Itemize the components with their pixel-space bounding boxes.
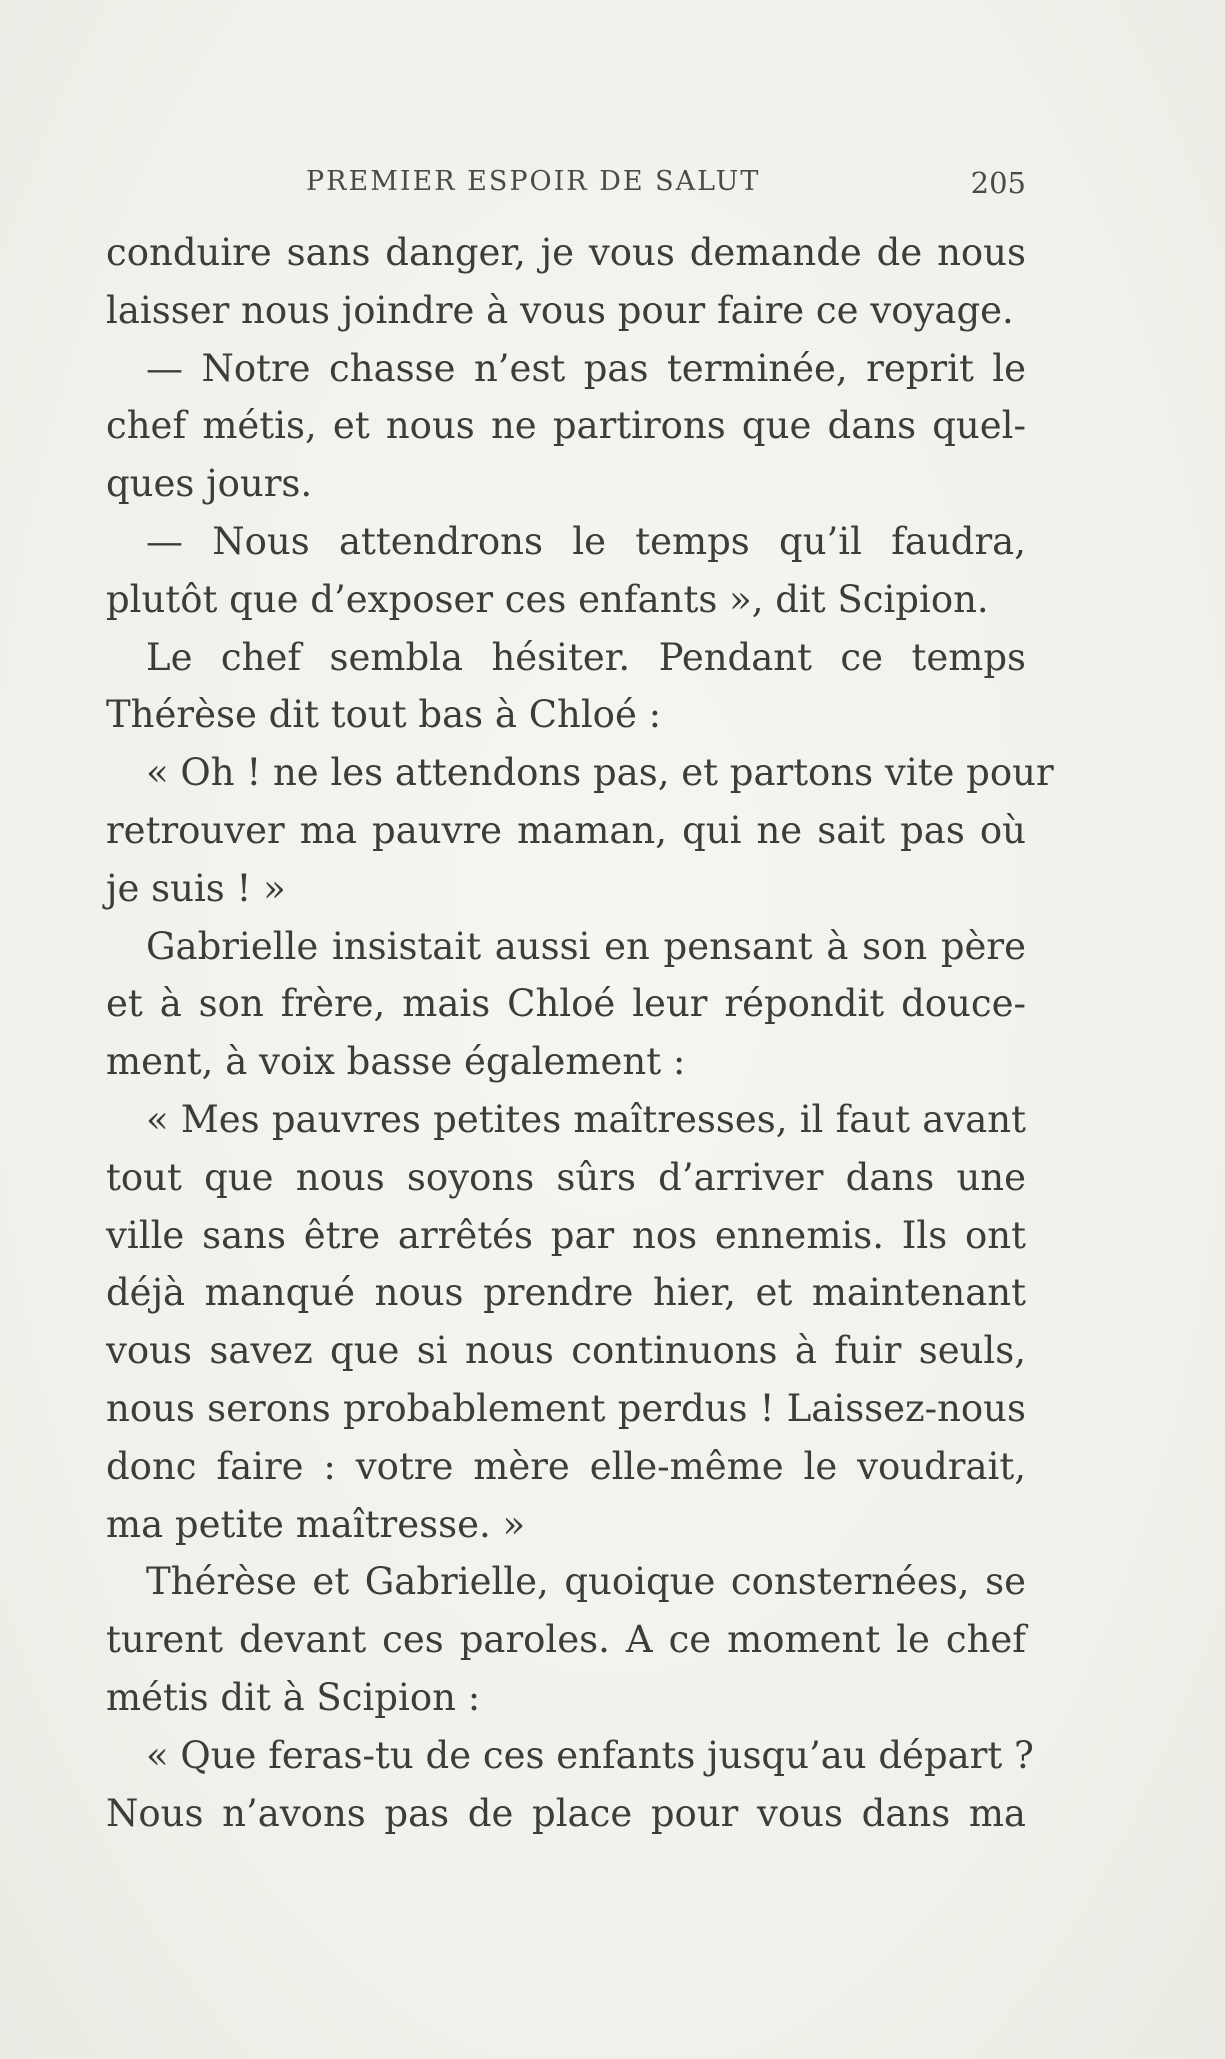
page-number: 205 [970, 166, 1026, 200]
text-line: déjà manqué nous prendre hier, et maintenant [106, 1271, 1026, 1315]
running-title: PREMIER ESPOIR DE SALUT [306, 166, 761, 197]
text-line: donc faire : votre mère elle-même le voudrait, [106, 1444, 1026, 1488]
text-line: métis dit à Scipion : [106, 1675, 481, 1719]
text-line: « Oh ! ne les attendons pas, et partons vite pour [146, 751, 1054, 795]
text-line: vous savez que si nous continuons à fuir seuls, [106, 1329, 1026, 1373]
text-line: « Que feras-tu de ces enfants jusqu’au départ ? [146, 1733, 1034, 1777]
text-line: ques jours. [106, 462, 313, 506]
text-line: « Mes pauvres petites maîtresses, il faut avant [146, 1097, 1026, 1141]
text-line: chef métis, et nous ne partirons que dans quel- [106, 404, 1026, 448]
text-line: — Notre chasse n’est pas terminée, reprit le [146, 346, 1026, 390]
text-line: Thérèse dit tout bas à Chloé : [106, 693, 662, 737]
text-line: Nous n’avons pas de place pour vous dans ma [106, 1791, 1026, 1835]
text-line: et à son frère, mais Chloé leur répondit douce- [106, 982, 1026, 1026]
text-line: nous serons probablement perdus ! Laissez-nous [106, 1386, 1026, 1430]
text-line: Le chef sembla hésiter. Pendant ce temps [146, 635, 1026, 679]
text-line: ma petite maîtresse. » [106, 1502, 526, 1546]
text-line: je suis ! » [106, 866, 286, 910]
running-head [106, 166, 1026, 210]
text-line: plutôt que d’exposer ces enfants », dit Scipion. [106, 577, 989, 621]
text-line: ville sans être arrêtés par nos ennemis. Ils ont [106, 1213, 1026, 1257]
text-line: Thérèse et Gabrielle, quoique consternées, se [146, 1560, 1026, 1604]
text-line: laisser nous joindre à vous pour faire ce voyage. [106, 288, 1014, 332]
text-line: conduire sans danger, je vous demande de nous [106, 231, 1026, 274]
text-line: Gabrielle insistait aussi en pensant à son père [146, 924, 1026, 968]
text-line: tout que nous soyons sûrs d’arriver dans une [106, 1155, 1026, 1199]
text-line: ment, à voix basse également : [106, 1040, 686, 1084]
text-line: turent devant ces paroles. A ce moment le chef [106, 1618, 1026, 1662]
text-line: — Nous attendrons le temps qu’il faudra, [146, 519, 1026, 563]
text-line: retrouver ma pauvre maman, qui ne sait pas où [106, 808, 1026, 852]
body-text [106, 224, 1054, 1842]
